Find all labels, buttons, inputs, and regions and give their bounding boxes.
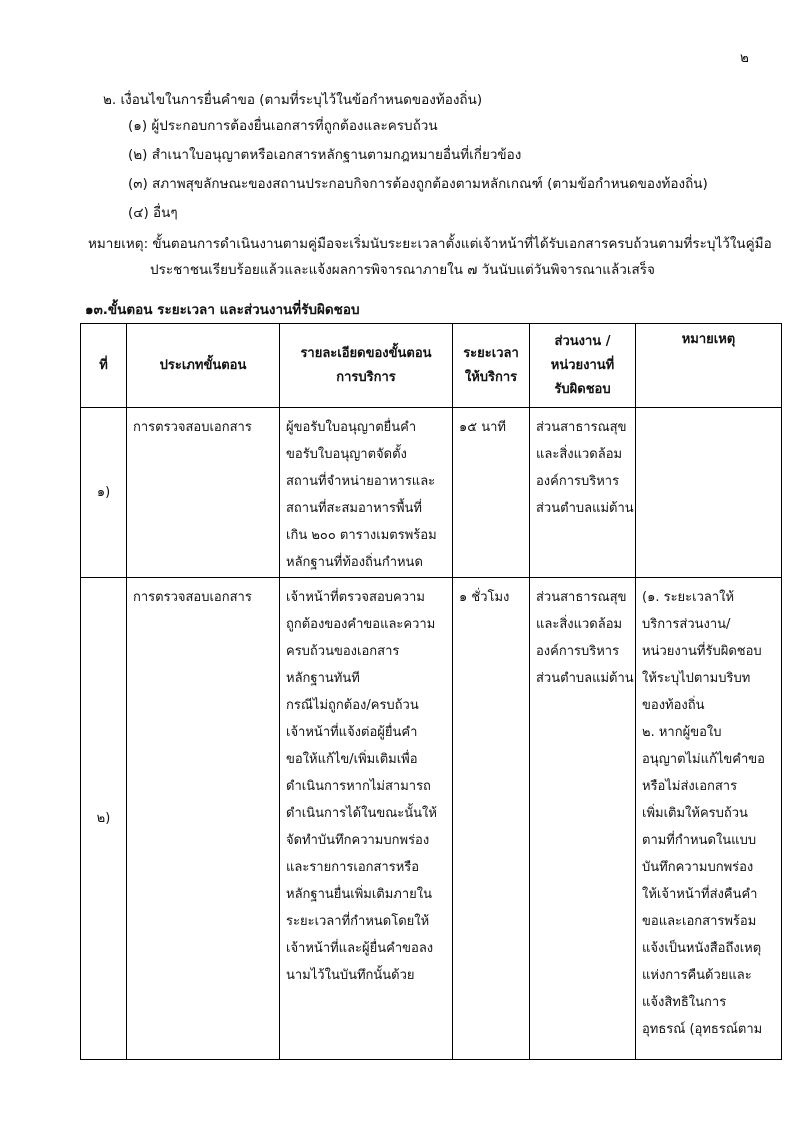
row-number: ๒): [81, 578, 127, 1060]
table-row: [81, 408, 782, 578]
page-number: ๒: [740, 50, 749, 66]
condition-item: (๒) สำเนาใบอนุญาตหรือเอกสารหลักฐานตามกฎหมายอื่นที่เกี่ยวข้อง: [128, 147, 522, 163]
row-type: การตรวจสอบเอกสาร: [127, 578, 280, 1060]
note-text-continued: ประชาชนเรียบร้อยแล้วและแจ้งผลการพิจารณาภายใน ๗ วันนับแต่วันพิจารณาแล้วเสร็จ: [150, 262, 655, 278]
row-number: ๑): [81, 408, 127, 578]
row-detail: ผู้ขอรับใบอนุญาตยื่นคำ ขอรับใบอนุญาตจัดตั้ง สถานที่จำหน่ายอาหารและ สถานที่สะสมอาหารพื้นที่ เกิน ๒๐๐ ตารางเมตรพร้อม หลักฐานที่ท้องถิ่นกำหนด: [280, 408, 453, 578]
row-unit: ส่วนสาธารณสุข และสิ่งแวดล้อม องค์การบริหาร ส่วนตำบลแม่ต้าน: [530, 408, 636, 578]
row-duration: ๑๕ นาที: [453, 408, 530, 578]
row-unit: ส่วนสาธารณสุข และสิ่งแวดล้อม องค์การบริหาร ส่วนตำบลแม่ต้าน: [530, 578, 636, 1060]
header-no: ที่: [81, 324, 127, 408]
conditions-title: ๒. เงื่อนไขในการยื่นคำขอ (ตามที่ระบุไว้ในข้อกำหนดของท้องถิ่น): [103, 92, 483, 108]
row-note: [636, 408, 782, 578]
table-header-row: [81, 324, 782, 408]
row-type: การตรวจสอบเอกสาร: [127, 408, 280, 578]
row-note: (๑. ระยะเวลาให้ บริการส่วนงาน/ หน่วยงานที่รับผิดชอบ ให้ระบุไปตามบริบท ของท้องถิ่น ๒. หากผู้ขอใบ อนุญาตไม่แก้ไขคำขอ หรือไม่ส่งเอกสาร เพิ่มเติมให้ครบถ้วน ตามที่กำหนดในแบบ บันทึกความบกพร่อง ให้เจ้าหน้าที่ส่งคืนคำ ขอและเอกสารพร้อม แจ้งเป็นหนังสือถึงเหตุ แห่งการคืนด้วยและ แจ้งสิทธิในการ อุทธรณ์ (อุทธรณ์ตาม: [636, 578, 782, 1060]
condition-item: (๔) อื่นๆ: [128, 205, 178, 221]
steps-table-heading: ๑๓.ขั้นตอน ระยะเวลา และส่วนงานที่รับผิดชอบ: [85, 302, 360, 318]
row-detail: เจ้าหน้าที่ตรวจสอบความ ถูกต้องของคำขอและความ ครบถ้วนของเอกสาร หลักฐานทันที กรณีไม่ถูกต้อง/ครบถ้วน เจ้าหน้าที่แจ้งต่อผู้ยื่นคำ ขอให้แก้ไข/เพิ่มเติมเพื่อ ดำเนินการหากไม่สามารถ ดำเนินการได้ในขณะนั้นให้ จัดทำบันทึกความบกพร่อง และรายการเอกสารหรือ หลักฐานยื่นเพิ่มเติมภายใน ระยะเวลาที่กำหนดโดยให้ เจ้าหน้าที่และผู้ยื่นคำขอลง นามไว้ในบันทึกนั้นด้วย: [280, 578, 453, 1060]
header-detail: รายละเอียดของขั้นตอน การบริการ: [280, 324, 453, 408]
header-unit: ส่วนงาน / หน่วยงานที่ รับผิดชอบ: [530, 324, 636, 408]
table-row: [81, 578, 782, 1060]
header-type: ประเภทขั้นตอน: [127, 324, 280, 408]
condition-item: (๓) สภาพสุขลักษณะของสถานประกอบกิจการต้องถูกต้องตามหลักเกณฑ์ (ตามข้อกำหนดของท้องถิ่น): [128, 176, 708, 192]
header-duration: ระยะเวลา ให้บริการ: [453, 324, 530, 408]
row-duration: ๑ ชั่วโมง: [453, 578, 530, 1060]
header-note: หมายเหตุ: [636, 324, 782, 408]
steps-table: [80, 323, 782, 1060]
condition-item: (๑) ผู้ประกอบการต้องยื่นเอกสารที่ถูกต้องและครบถ้วน: [128, 118, 438, 134]
note-text: หมายเหตุ: ขั้นตอนการดำเนินงานตามคู่มือจะเริ่มนับระยะเวลาตั้งแต่เจ้าหน้าที่ได้รับเอกสารครบถ้วนตามที่ระบุไว้ในคู่มือ: [88, 236, 772, 252]
